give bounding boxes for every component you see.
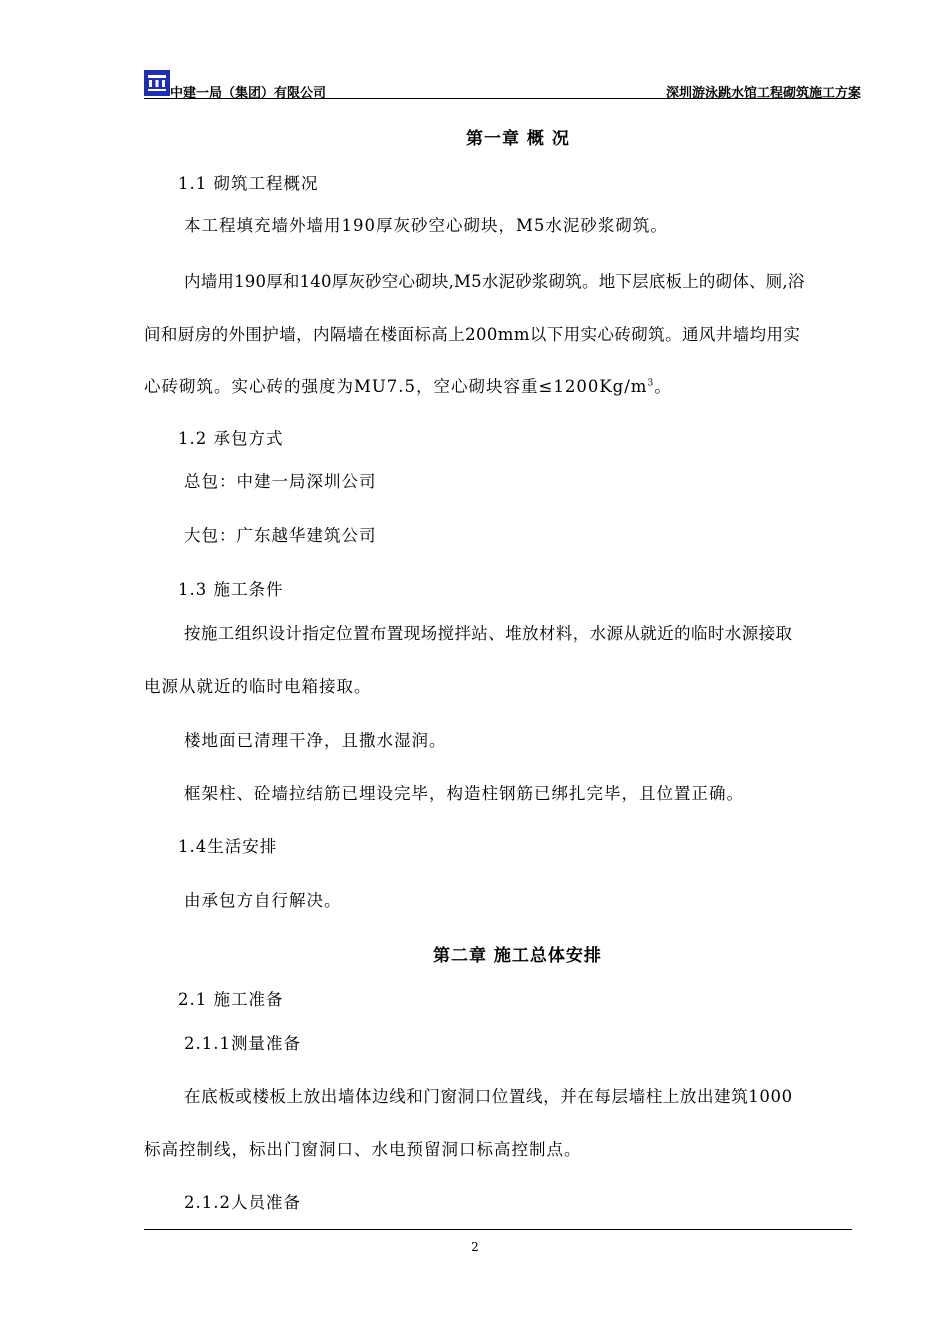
- section-1-3-heading: 1.3 施工条件: [178, 580, 284, 599]
- section-2-1-1-heading: 2.1.1测量准备: [184, 1034, 301, 1053]
- section-1-4-heading: 1.4生活安排: [178, 837, 278, 856]
- section-2-1-heading: 2.1 施工准备: [178, 990, 284, 1009]
- section-2-1-1-para-1-line-1: 在底板或楼板上放出墙体边线和门窗洞口位置线，并在每层墙柱上放出建筑1000: [184, 1087, 793, 1106]
- section-1-1-para-2-line-3: 心砖砌筑。实心砖的强度为MU7.5，空心砌块容重$\le 1200Kg/m^3$。: [144, 377, 672, 396]
- section-1-3-para-3: 框架柱、砼墙拉结筋已埋设完毕，构造柱钢筋已绑扎完毕，且位置正确。: [184, 784, 744, 803]
- section-1-1-para-2-line-1: 内墙用190厚和140厚灰砂空心砌块,M5水泥砂浆砌筑。地下层底板上的砌体、厕,浴: [184, 272, 805, 291]
- footer-divider: [144, 1229, 852, 1230]
- section-1-2-heading: 1.2 承包方式: [178, 429, 284, 448]
- company-logo: [144, 70, 170, 96]
- section-1-2-para-2: 大包：广东越华建筑公司: [184, 526, 377, 545]
- section-1-3-para-1-line-2: 电源从就近的临时电箱接取。: [144, 677, 372, 696]
- section-1-1-para-2-line-2: 间和厨房的外围护墙，内隔墙在楼面标高上200mm以下用实心砖砌筑。通风井墙均用实: [144, 325, 801, 344]
- header-company: 中建一局（集团）有限公司: [170, 86, 327, 101]
- header-doc-title: 深圳游泳跳水馆工程砌筑施工方案: [665, 86, 861, 101]
- section-1-2-para-1: 总包：中建一局深圳公司: [184, 472, 377, 491]
- section-2-1-1-para-1-line-2: 标高控制线，标出门窗洞口、水电预留洞口标高控制点。: [144, 1140, 582, 1159]
- chapter-2-title: 第二章 施工总体安排: [433, 946, 602, 966]
- chapter-1-title: 第一章 概 况: [466, 129, 570, 149]
- section-1-3-para-2: 楼地面已清理干净，且撒水湿润。: [184, 731, 447, 750]
- header-divider: [144, 98, 858, 99]
- section-2-1-2-heading: 2.1.2人员准备: [184, 1193, 301, 1212]
- section-1-3-para-1-line-1: 按施工组织设计指定位置布置现场搅拌站、堆放材料，水源从就近的临时水源接取: [184, 624, 793, 643]
- section-1-4-para-1: 由承包方自行解决。: [184, 891, 342, 910]
- page-number: 2: [471, 1240, 479, 1254]
- superscript-cubed: 3: [647, 378, 655, 389]
- section-1-1-para-1: 本工程填充墙外墙用190厚灰砂空心砌块，M5水泥砂浆砌筑。: [184, 216, 668, 235]
- section-1-1-heading: 1.1 砌筑工程概况: [178, 174, 319, 193]
